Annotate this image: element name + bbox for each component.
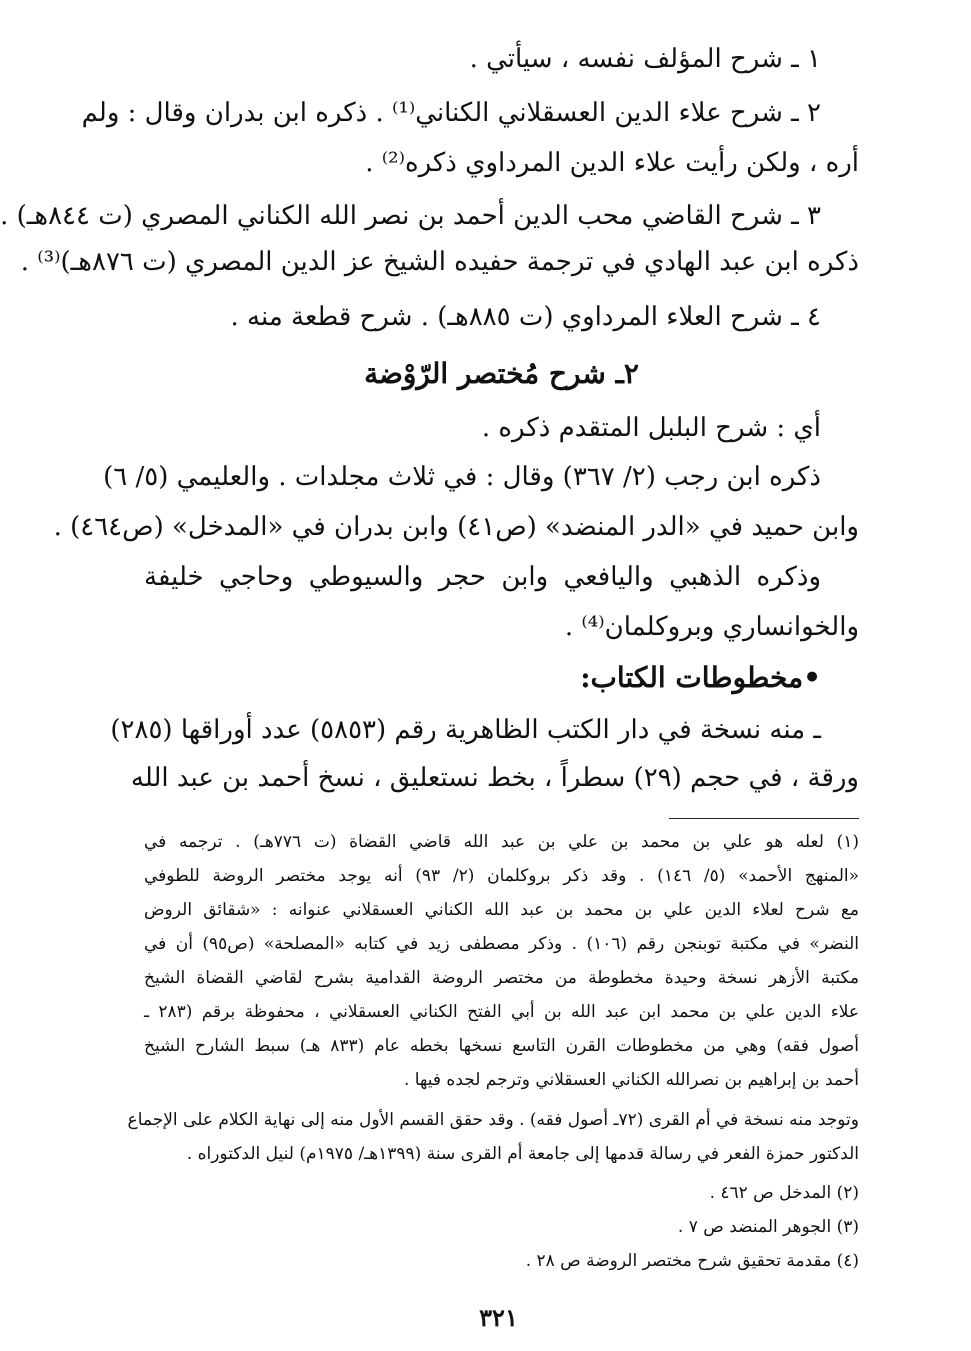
footnote-line-1: (١) لعله هو علي بن محمد بن علي بن عبد الله قاضي القضاة (ت ٧٧٦هـ) . ترجمه في xyxy=(144,832,859,852)
manuscripts-title: •مخطوطات الكتاب: xyxy=(580,661,821,694)
footnote-line-3: مع شرح لعلاء الدين علي بن محمد بن عبد الله الكناني العسقلاني عنوانه : «شقائق الروض xyxy=(144,900,859,920)
manuscripts-line-1: ـ منه نسخة في دار الكتب الظاهرية رقم (٥٨٥٣) عدد أوراقها (٢٨٥) xyxy=(110,715,821,745)
body-line-6: ٤ ـ شرح العلاء المرداوي (ت ٨٨٥هـ) . شرح قطعة منه . xyxy=(230,302,821,332)
section-line-5: والخوانساري وبروكلمان⁽⁴⁾ . xyxy=(564,612,859,642)
section-line-1: أي : شرح البلبل المتقدم ذكره . xyxy=(481,413,821,443)
body-line-2: ٢ ـ شرح علاء الدين العسقلاني الكناني⁽¹⁾ . ذكره ابن بدران وقال : ولم xyxy=(81,98,821,128)
manuscripts-line-2: ورقة ، في حجم (٢٩) سطراً ، بخط نستعليق ، نسخ أحمد بن عبد الله xyxy=(130,763,859,793)
footnote-separator xyxy=(669,818,859,819)
page-number: ٣٢١ xyxy=(479,1303,518,1332)
section-line-2: ذكره ابن رجب (٢/ ٣٦٧) وقال : في ثلاث مجلدات . والعليمي (٥/ ٦) xyxy=(103,462,821,492)
footnote-line-7: أصول فقه) وهي من مخطوطات القرن التاسع نسخها بخطه عام (٨٣٣ هـ) سبط الشارح الشيخ xyxy=(144,1036,859,1056)
section-line-4: وذكره الذهبي واليافعي وابن حجر والسيوطي وحاجي خليفة xyxy=(144,562,821,592)
footnote-line-8: أحمد بن إبراهيم بن نصرالله الكناني العسقلاني وترجم لجده فيها . xyxy=(403,1070,859,1090)
body-line-5: ذكره ابن عبد الهادي في ترجمة حفيده الشيخ عز الدين المصري (ت ٨٧٦هـ)⁽³⁾ . xyxy=(20,247,859,277)
footnote-3: (٣) الجوهر المنضد ص ٧ . xyxy=(677,1217,859,1237)
footnote-line-2: «المنهج الأحمد» (٥/ ١٤٦) . وقد ذكر بروكلمان (٢/ ٩٣) أنه يوجد مختصر الروضة للطوفي xyxy=(144,866,859,886)
section-title: ٢ـ شرح مُختصر الرّوْضة xyxy=(364,357,639,390)
footnote-4: (٤) مقدمة تحقيق شرح مختصر الروضة ص ٢٨ . xyxy=(525,1251,859,1271)
footnote-line-4: النضر» في مكتبة توبنجن رقم (١٠٦) . وذكر مصطفى زيد في كتابه «المصلحة» (ص٩٥) أن في xyxy=(144,934,859,954)
body-line-1: ١ ـ شرح المؤلف نفسه ، سيأتي . xyxy=(469,44,821,74)
footnote-2: (٢) المدخل ص ٤٦٢ . xyxy=(709,1183,859,1203)
footnote-line-10: الدكتور حمزة الفعر في رسالة قدمها إلى جامعة أم القرى سنة (١٣٩٩هـ/ ١٩٧٥م) لنيل الدكتوراه . xyxy=(186,1144,859,1164)
footnote-line-9: وتوجد منه نسخة في أم القرى (٧٢ـ أصول فقه) . وقد حقق القسم الأول منه إلى نهاية الكلام على الإجماع xyxy=(127,1110,859,1130)
section-line-3: وابن حميد في «الدر المنضد» (ص٤١) وابن بدران في «المدخل» (ص٤٦٤) . xyxy=(53,512,859,542)
footnote-line-6: علاء الدين علي بن محمد ابن عبد الله بن أبي الفتح الكناني العسقلاني ، محفوظة برقم (٢٨٣ ـ xyxy=(144,1002,859,1022)
body-line-3: أره ، ولكن رأيت علاء الدين المرداوي ذكره⁽²⁾ . xyxy=(365,148,859,178)
body-line-4: ٣ ـ شرح القاضي محب الدين أحمد بن نصر الله الكناني المصري (ت ٨٤٤هـ) . xyxy=(0,201,821,231)
footnote-line-5: مكتبة الأزهر نسخة وحيدة مخطوطة من مختصر الروضة القدامية بشرح لقاضي القضاة الشيخ xyxy=(144,968,859,988)
